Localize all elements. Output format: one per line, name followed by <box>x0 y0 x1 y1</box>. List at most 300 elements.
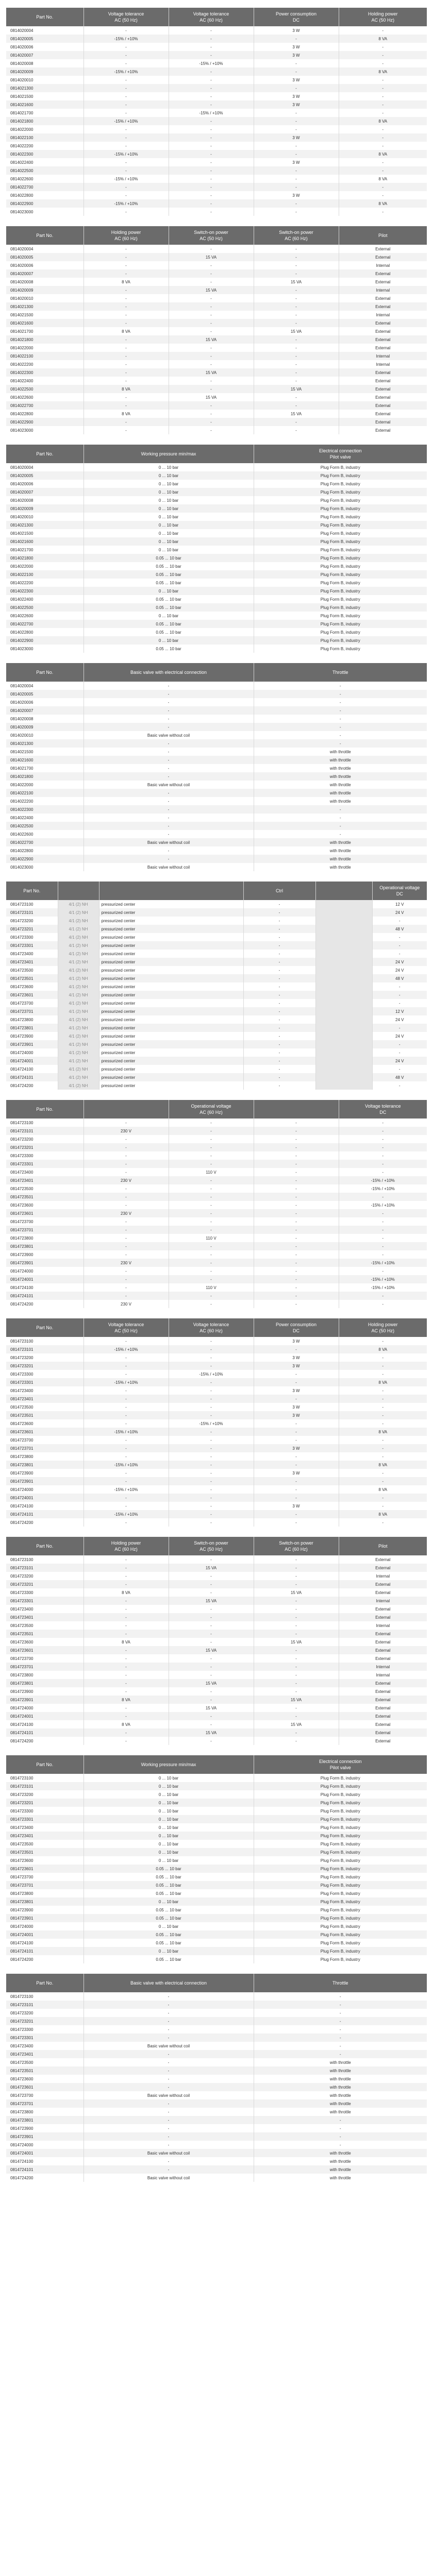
table-cell: 15 VA <box>254 1696 339 1704</box>
part-number-cell: 0814020007 <box>6 51 84 59</box>
table-cell: with throttle <box>254 2108 427 2116</box>
table-cell: - <box>339 1502 427 1510</box>
table-cell: - <box>243 1032 315 1040</box>
table-row <box>6 1696 427 1704</box>
part-number-cell: 0814022100 <box>6 133 84 142</box>
table-cell: 0.05 ... 10 bar <box>84 603 254 612</box>
table-cell: 48 V <box>372 974 427 982</box>
table-cell: - <box>372 1024 427 1032</box>
table-cell: Plug Form B, industry <box>254 1873 427 1881</box>
part-number-cell: 0814022600 <box>6 830 84 838</box>
table-cell: - <box>169 1502 254 1510</box>
spec-table <box>6 1100 427 1308</box>
table-cell: Internal <box>339 286 427 294</box>
table-cell: - <box>84 739 254 748</box>
table-cell: 0 ... 10 bar <box>84 463 254 471</box>
table-cell: - <box>254 344 339 352</box>
table-cell: - <box>84 1687 169 1696</box>
table-cell: Plug Form B, industry <box>254 480 427 488</box>
table-row <box>6 1081 427 1090</box>
table-cell: - <box>84 2017 254 2025</box>
table-row <box>6 706 427 715</box>
table-cell: - <box>169 1345 254 1353</box>
table-cell: Plug Form B, industry <box>254 1939 427 1947</box>
table-cell: Plug Form B, industry <box>254 562 427 570</box>
table-row <box>6 855 427 863</box>
table-cell: Plug Form B, industry <box>254 1906 427 1914</box>
table-cell: - <box>339 166 427 175</box>
part-number-cell: 0814723100 <box>6 1337 84 1345</box>
table-cell: - <box>243 941 315 950</box>
table-row <box>6 1015 427 1024</box>
table-cell: - <box>339 1518 427 1527</box>
table-cell: - <box>254 1679 339 1687</box>
table-cell: - <box>254 1226 339 1234</box>
part-number-cell: 0814022700 <box>6 401 84 410</box>
table-cell: 15 VA <box>254 1720 339 1728</box>
table-cell: - <box>84 1370 169 1378</box>
part-number-cell: 0814723601 <box>6 1865 84 1873</box>
part-number-cell: 0814022600 <box>6 612 84 620</box>
table-row <box>6 76 427 84</box>
table-cell: 15 VA <box>254 1588 339 1597</box>
table-cell: - <box>169 294 254 302</box>
table-cell: External <box>339 418 427 426</box>
table-row <box>6 797 427 805</box>
table-cell: 0 ... 10 bar <box>84 1922 254 1930</box>
table-cell: with throttle <box>254 2149 427 2157</box>
column-header: Holding power AC (60 Hz) <box>84 1537 169 1555</box>
part-number-cell: 0814723400 <box>6 2042 84 2050</box>
part-number-cell: 0814723401 <box>6 1176 84 1184</box>
table-cell: with throttle <box>254 846 427 855</box>
table-header-row <box>6 445 427 463</box>
table-cell: Plug Form B, industry <box>254 595 427 603</box>
table-cell: 0.05 ... 10 bar <box>84 620 254 628</box>
table-cell: - <box>84 1654 169 1663</box>
table-cell: - <box>84 682 254 690</box>
table-row <box>6 269 427 278</box>
table-cell: - <box>254 418 339 426</box>
table-cell: - <box>84 294 169 302</box>
table-cell: -15% / +10% <box>339 1176 427 1184</box>
table-cell: 4/1 (2) NH <box>58 1073 99 1081</box>
part-number-cell: 0814723101 <box>6 1127 84 1135</box>
table-cell: - <box>169 1337 254 1345</box>
table-cell: 3 W <box>254 133 339 142</box>
table-cell: - <box>254 1267 339 1275</box>
part-number-cell: 0814020004 <box>6 245 84 253</box>
part-number-cell: 0814020010 <box>6 513 84 521</box>
table-row <box>6 175 427 183</box>
table-row <box>6 335 427 344</box>
table-cell: External <box>339 393 427 401</box>
table-cell: - <box>84 286 169 294</box>
part-number-cell: 0814723300 <box>6 1807 84 1815</box>
part-number-cell: 0814020005 <box>6 690 84 698</box>
column-header: Part No. <box>6 1318 84 1337</box>
part-number-cell: 0814723801 <box>6 1461 84 1469</box>
part-number-cell: 0814723601 <box>6 1428 84 1436</box>
table-row <box>6 513 427 521</box>
table-cell: - <box>254 245 339 253</box>
table-row <box>6 1947 427 1955</box>
table-cell: - <box>169 191 254 199</box>
table-row <box>6 999 427 1007</box>
table-row <box>6 1151 427 1160</box>
part-number-cell: 0814022300 <box>6 150 84 158</box>
table-cell: - <box>254 2124 427 2132</box>
column-header: Pilot <box>339 226 427 245</box>
table-cell: - <box>339 26 427 35</box>
table-cell: - <box>169 1143 254 1151</box>
table-cell: Internal <box>339 1572 427 1580</box>
table-cell: -15% / +10% <box>84 117 169 125</box>
table-cell: 3 W <box>254 26 339 35</box>
table-row <box>6 579 427 587</box>
table-cell: - <box>243 1048 315 1057</box>
table-cell: - <box>169 1613 254 1621</box>
table-row <box>6 1774 427 1782</box>
table-cell: - <box>339 92 427 100</box>
table-row <box>6 805 427 814</box>
table-cell: 0 ... 10 bar <box>84 1823 254 1832</box>
table-cell: with throttle <box>254 2091 427 2099</box>
table-cell: - <box>169 1605 254 1613</box>
part-number-cell: 0814020006 <box>6 261 84 269</box>
table-row <box>6 1621 427 1630</box>
table-row <box>6 554 427 562</box>
part-number-cell: 0814723701 <box>6 1444 84 1452</box>
part-number-cell: 0814020008 <box>6 496 84 504</box>
part-number-cell: 0814021300 <box>6 521 84 529</box>
table-cell: Plug Form B, industry <box>254 1865 427 1873</box>
part-number-cell: 0814022200 <box>6 360 84 368</box>
table-cell: - <box>339 1151 427 1160</box>
table-row <box>6 1848 427 1856</box>
table-cell: External <box>339 1704 427 1712</box>
part-number-cell: 0814723100 <box>6 1555 84 1564</box>
part-number-cell: 0814723100 <box>6 1774 84 1782</box>
column-header: Power consumption DC <box>254 8 339 26</box>
table-cell: - <box>254 1663 339 1671</box>
table-row <box>6 133 427 142</box>
table-cell: 4/1 (2) NH <box>58 925 99 933</box>
table-cell: -15% / +10% <box>84 1510 169 1518</box>
part-number-cell: 0814724100 <box>6 1065 58 1073</box>
table-cell: -15% / +10% <box>169 59 254 67</box>
column-header: Ctrl <box>243 882 315 900</box>
table-cell: External <box>339 1679 427 1687</box>
part-number-cell: 0814021300 <box>6 84 84 92</box>
table-row <box>6 2058 427 2066</box>
table-cell: pressurized center <box>99 950 243 958</box>
table-cell: - <box>254 1992 427 2001</box>
table-row <box>6 2017 427 2025</box>
table-cell: - <box>169 67 254 76</box>
table-cell: - <box>84 2058 254 2066</box>
table-cell: - <box>339 1234 427 1242</box>
part-number-cell: 0814724100 <box>6 1502 84 1510</box>
table-cell: 4/1 (2) NH <box>58 908 99 917</box>
table-cell: pressurized center <box>99 958 243 966</box>
table-cell: -15% / +10% <box>84 1378 169 1386</box>
table-cell <box>315 925 372 933</box>
table-row <box>6 620 427 628</box>
table-cell: - <box>254 2025 427 2033</box>
table-cell: 0 ... 10 bar <box>84 496 254 504</box>
table-row <box>6 1613 427 1621</box>
table-cell: - <box>84 311 169 319</box>
table-cell: 8 VA <box>339 175 427 183</box>
part-number-cell: 0814723800 <box>6 1452 84 1461</box>
table-cell: - <box>254 2116 427 2124</box>
table-cell: Plug Form B, industry <box>254 1955 427 1963</box>
table-cell: Internal <box>339 352 427 360</box>
table-row <box>6 546 427 554</box>
table-row <box>6 410 427 418</box>
table-row <box>6 1930 427 1939</box>
table-cell: - <box>339 1444 427 1452</box>
table-row <box>6 789 427 797</box>
table-cell <box>315 917 372 925</box>
table-cell: External <box>339 245 427 253</box>
part-number-cell: 0814724001 <box>6 1057 58 1065</box>
table-cell: External <box>339 1646 427 1654</box>
table-row <box>6 587 427 595</box>
table-cell: pressurized center <box>99 1040 243 1048</box>
table-row <box>6 2132 427 2141</box>
table-cell <box>315 941 372 950</box>
table-cell: 0 ... 10 bar <box>84 636 254 645</box>
part-number-cell: 0814723801 <box>6 1897 84 1906</box>
table-cell: Plug Form B, industry <box>254 570 427 579</box>
table-cell: Plug Form B, industry <box>254 504 427 513</box>
column-header: Voltage tolerance AC (50 Hz) <box>84 8 169 26</box>
table-row <box>6 1007 427 1015</box>
column-header: Throttle <box>254 1974 427 1992</box>
part-number-cell: 0814723300 <box>6 2025 84 2033</box>
table-cell: - <box>169 1184 254 1193</box>
table-cell: Plug Form B, industry <box>254 579 427 587</box>
table-cell: 0.05 ... 10 bar <box>84 1930 254 1939</box>
table-row <box>6 1040 427 1048</box>
part-number-cell: 0814723600 <box>6 1856 84 1865</box>
table-cell: - <box>169 245 254 253</box>
table-cell <box>315 958 372 966</box>
table-row <box>6 1283 427 1292</box>
table-cell: - <box>254 731 427 739</box>
table-cell: Internal <box>339 1597 427 1605</box>
table-cell: - <box>254 208 339 216</box>
table-cell: -15% / +10% <box>339 1275 427 1283</box>
table-cell: -15% / +10% <box>84 1428 169 1436</box>
table-row <box>6 1250 427 1259</box>
spec-table-section <box>6 445 427 653</box>
table-cell: - <box>254 311 339 319</box>
table-row <box>6 925 427 933</box>
table-cell: - <box>169 84 254 92</box>
table-cell: Plug Form B, industry <box>254 1930 427 1939</box>
part-number-cell: 0814022400 <box>6 377 84 385</box>
table-row <box>6 2033 427 2042</box>
part-number-cell: 0814021700 <box>6 764 84 772</box>
table-cell: External <box>339 302 427 311</box>
table-cell: - <box>169 26 254 35</box>
table-row <box>6 142 427 150</box>
table-row <box>6 1704 427 1712</box>
table-cell: Plug Form B, industry <box>254 554 427 562</box>
table-cell: -15% / +10% <box>84 1345 169 1353</box>
table-cell: External <box>339 1630 427 1638</box>
table-cell: - <box>254 183 339 191</box>
table-cell: - <box>84 1494 169 1502</box>
table-cell: - <box>84 706 254 715</box>
table-cell: - <box>84 43 169 51</box>
table-cell: - <box>169 1436 254 1444</box>
table-row <box>6 2141 427 2149</box>
table-cell: Basic valve without coil <box>84 2042 254 2050</box>
table-cell: - <box>169 1209 254 1217</box>
table-cell: - <box>254 1118 339 1127</box>
table-cell: - <box>84 92 169 100</box>
table-cell: - <box>254 253 339 261</box>
table-cell: 4/1 (2) NH <box>58 950 99 958</box>
table-row <box>6 59 427 67</box>
table-cell: - <box>84 1605 169 1613</box>
part-number-cell: 0814020005 <box>6 471 84 480</box>
table-cell: External <box>339 1696 427 1704</box>
table-cell: - <box>254 59 339 67</box>
table-header-row <box>6 882 427 900</box>
table-cell: - <box>254 1217 339 1226</box>
table-cell: - <box>84 401 169 410</box>
table-row <box>6 1807 427 1815</box>
part-number-cell: 0814022500 <box>6 822 84 830</box>
table-cell: 0.05 ... 10 bar <box>84 645 254 653</box>
table-cell: 4/1 (2) NH <box>58 917 99 925</box>
table-cell: - <box>84 2099 254 2108</box>
table-row <box>6 756 427 764</box>
table-cell: 230 V <box>84 1127 169 1135</box>
table-cell: 15 VA <box>169 1564 254 1572</box>
table-cell: 4/1 (2) NH <box>58 1057 99 1065</box>
table-cell: - <box>84 1452 169 1461</box>
table-cell: Plug Form B, industry <box>254 471 427 480</box>
table-cell: - <box>254 1135 339 1143</box>
table-cell: 0.05 ... 10 bar <box>84 1914 254 1922</box>
table-row <box>6 1176 427 1184</box>
table-cell: - <box>84 418 169 426</box>
table-row <box>6 966 427 974</box>
table-cell: - <box>254 830 427 838</box>
table-cell: Plug Form B, industry <box>254 587 427 595</box>
table-cell: Plug Form B, industry <box>254 636 427 645</box>
table-cell: - <box>243 974 315 982</box>
table-cell: 0 ... 10 bar <box>84 529 254 537</box>
table-row <box>6 1378 427 1386</box>
table-cell: 110 V <box>169 1283 254 1292</box>
part-number-cell: 0814022000 <box>6 344 84 352</box>
table-cell: - <box>169 1193 254 1201</box>
table-cell: - <box>84 1518 169 1527</box>
table-cell: 0.05 ... 10 bar <box>84 554 254 562</box>
table-cell: Internal <box>339 1621 427 1630</box>
part-number-cell: 0814021700 <box>6 327 84 335</box>
table-cell: - <box>84 1337 169 1345</box>
table-cell: - <box>243 982 315 991</box>
table-row <box>6 26 427 35</box>
table-cell: - <box>243 1065 315 1073</box>
part-number-cell: 0814020009 <box>6 504 84 513</box>
table-cell: 0 ... 10 bar <box>84 513 254 521</box>
table-cell: - <box>254 1428 339 1436</box>
table-cell: - <box>169 1403 254 1411</box>
part-number-cell: 0814723901 <box>6 1259 84 1267</box>
column-header <box>254 1100 339 1118</box>
table-cell: 0 ... 10 bar <box>84 1856 254 1865</box>
table-cell <box>315 991 372 999</box>
table-cell: - <box>84 1469 169 1477</box>
table-row <box>6 1597 427 1605</box>
table-cell: - <box>169 327 254 335</box>
table-cell: - <box>372 933 427 941</box>
part-number-cell: 0814020007 <box>6 269 84 278</box>
table-cell: - <box>169 125 254 133</box>
table-cell: - <box>84 84 169 92</box>
part-number-cell: 0814723900 <box>6 1250 84 1259</box>
table-cell: Plug Form B, industry <box>254 603 427 612</box>
table-cell: - <box>84 109 169 117</box>
table-cell: 0 ... 10 bar <box>84 546 254 554</box>
table-cell: - <box>84 1411 169 1419</box>
column-header: Part No. <box>6 1100 84 1118</box>
part-number-cell: 0814723901 <box>6 1477 84 1485</box>
table-cell: 15 VA <box>169 1704 254 1712</box>
table-cell: - <box>243 908 315 917</box>
part-number-cell: 0814022900 <box>6 418 84 426</box>
table-row <box>6 723 427 731</box>
part-number-cell: 0814724200 <box>6 2174 84 2182</box>
column-header <box>315 882 372 900</box>
table-row <box>6 830 427 838</box>
table-cell: 15 VA <box>169 253 254 261</box>
table-cell: - <box>339 1494 427 1502</box>
table-cell: - <box>84 1704 169 1712</box>
part-number-cell: 0814723901 <box>6 1040 58 1048</box>
column-header: Part No. <box>6 445 84 463</box>
column-header: Working pressure min/max <box>84 1755 254 1774</box>
table-row <box>6 1502 427 1510</box>
table-cell: - <box>169 1217 254 1226</box>
table-row <box>6 1889 427 1897</box>
table-header-row <box>6 226 427 245</box>
column-header: Part No. <box>6 1974 84 1992</box>
table-cell: with throttle <box>254 2174 427 2182</box>
column-header: Switch-on power AC (60 Hz) <box>254 1537 339 1555</box>
column-header: Part No. <box>6 663 84 682</box>
table-cell: pressurized center <box>99 1081 243 1090</box>
part-number-cell: 0814724000 <box>6 1048 58 1057</box>
table-cell: pressurized center <box>99 1048 243 1057</box>
part-number-cell: 0814020009 <box>6 67 84 76</box>
table-cell: - <box>254 690 427 698</box>
table-cell: - <box>169 1226 254 1234</box>
part-number-cell: 0814022000 <box>6 562 84 570</box>
table-cell: - <box>169 1151 254 1160</box>
table-cell: 12 V <box>372 1007 427 1015</box>
table-cell <box>315 1073 372 1081</box>
